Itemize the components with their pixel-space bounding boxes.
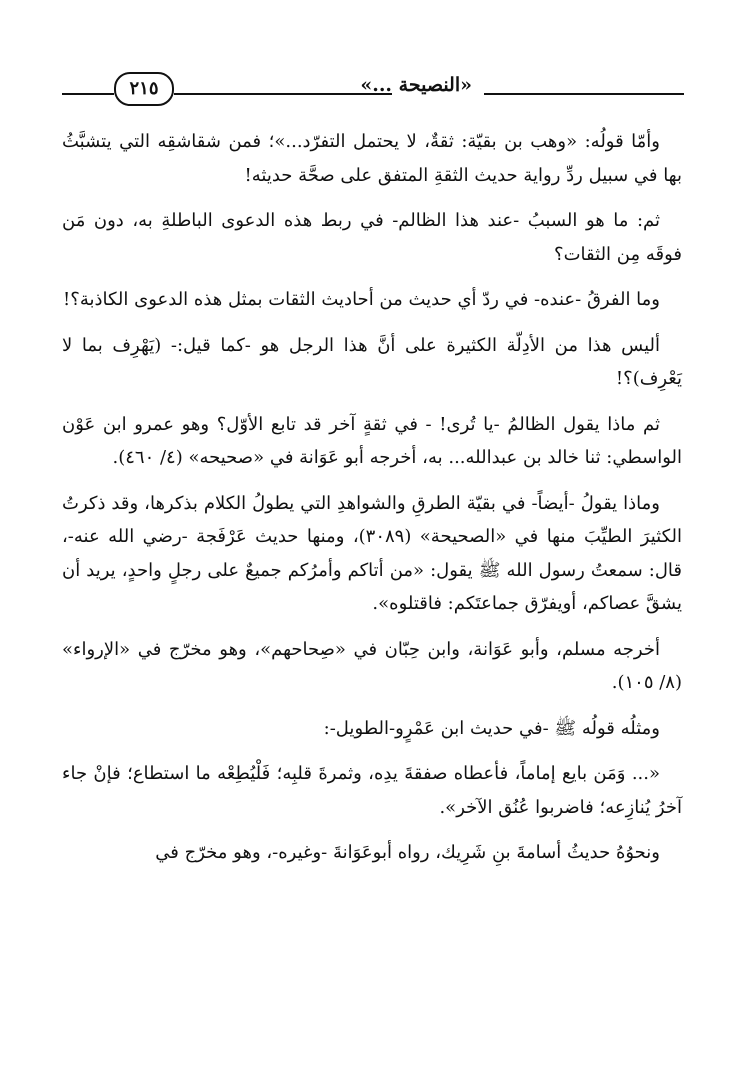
paragraph: وما الفرقُ -عنده- في ردّ أي حديث من أحاديث الثقات بمثل هذه الدعوى الكاذبة؟!: [63, 289, 660, 310]
page-number: ٢١٥: [114, 72, 174, 106]
hadith-quote: «... وَمَن بايع إماماً، فأعطاه صفقةَ يدِه، وثمرةَ قلبِه؛ فَلْيُطِعْه ما استطاع؛ فإنْ جاء آخرُ يُنازِعه؛ فاضربوا عُنُق الآخر».: [62, 763, 682, 818]
header-rule-right: [484, 93, 684, 95]
paragraph: أليس هذا من الأدِلّة الكثيرة على أنَّ هذا الرجل هو -كما قيل:- (يَهْرِف بما لا يَعْرِف)؟!: [62, 334, 682, 389]
header-rule-left: [62, 93, 114, 95]
paragraph: ونحوُهُ حديثُ أسامةَ بنِ شَرِيك، رواه أبوعَوَانةَ -وغيره-، وهو مخرّج في: [155, 842, 660, 863]
running-header: [62, 72, 684, 108]
body-text: [62, 125, 682, 882]
paragraph: ثم: ما هو السببُ -عند هذا الظالم- في ربط هذه الدعوى الباطلةِ به، دون مَن فوقَه مِن الثقات؟: [62, 210, 682, 265]
header-rule-middle: [174, 93, 392, 95]
header-title: «النصيحة ...»: [360, 74, 472, 96]
paragraph: وأمّا قولُه: «وهب بن بقيّة: ثقةٌ، لا يحتمل التفرّد...»؛ فمن شقاشقِه التي يتشبَّثُ بها في سبيل ردِّ رواية حديث الثقةِ المتفق على صحَّة حديثه!: [62, 131, 682, 186]
paragraph: ومثلُه قولُه ﷺ -في حديث ابن عَمْرٍو-الطويل-:: [323, 717, 660, 739]
paragraph: ثم ماذا يقول الظالمُ -يا تُرى! - في ثقةٍ آخر قد تابع الأوّل؟ وهو عمرو ابن عَوْن الواسطي: ثنا خالد بن عبدالله... به، أخرجه أبو عَوَانة في «صحيحه» (٤/ ٤٦٠).: [62, 413, 682, 468]
paragraph: أخرجه مسلم، وأبو عَوَانة، وابن حِبّان في «صِحاحهم»، وهو مخرّج في «الإرواء» (٨/ ١٠٥).: [62, 638, 682, 693]
paragraph: وماذا يقولُ -أيضاً- في بقيّة الطرقِ والشواهدِ التي يطولُ الكلام بذكرها، وقد ذكرتُ الكثيرَ الطيِّبَ منها في «الصحيحة» (٣٠٨٩)، ومنها حديث عَرْفَجة -رضي الله عنه-، قال: سمعتُ رسول الله ﷺ يقول: «من أتاكم وأمرُكم جميعٌ على رجلٍ واحدٍ، يريد أن يشقَّ عصاكم، أويفرّق جماعتَكم: فاقتلوه».: [62, 492, 682, 614]
